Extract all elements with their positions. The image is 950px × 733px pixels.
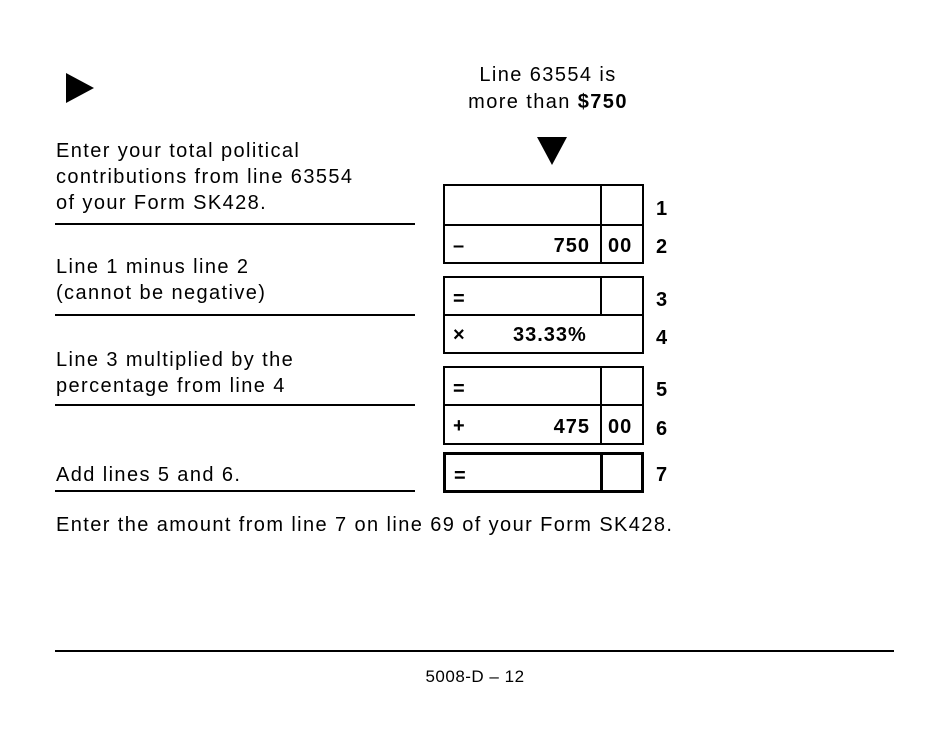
line-6-amount-field — [443, 404, 644, 445]
line-number-5: 5 — [656, 379, 668, 401]
line-5-amount-field[interactable] — [443, 366, 644, 406]
instruction-text: Enter the amount from line 7 on line 69 of your Form SK428. — [56, 514, 674, 536]
line-number-4: 4 — [656, 327, 668, 349]
cents-divider — [600, 278, 602, 314]
line-number-7: 7 — [656, 464, 668, 486]
cents-divider — [600, 186, 602, 224]
cents-divider — [600, 455, 603, 490]
row-divider — [55, 404, 415, 406]
row-divider — [55, 314, 415, 316]
header-prefix: more than — [468, 91, 578, 113]
line-number-3: 3 — [656, 289, 668, 311]
line-number-2: 2 — [656, 236, 668, 258]
description-line-7: Add lines 5 and 6. — [56, 464, 242, 486]
description-line-3: Line 1 minus line 2 (cannot be negative) — [56, 256, 267, 304]
equals-operator: = — [453, 288, 465, 310]
header-line-2 — [445, 89, 651, 116]
cents-divider — [600, 226, 602, 262]
row-divider — [55, 490, 415, 492]
down-triangle-arrow-icon — [537, 137, 567, 165]
cents-divider — [600, 406, 602, 443]
equals-operator: = — [454, 465, 466, 487]
line-1-amount-field[interactable] — [443, 184, 644, 226]
equals-operator: = — [453, 378, 465, 400]
line-6-dollars: 475 — [553, 416, 590, 438]
line-4-percentage: 33.33% — [513, 324, 587, 346]
line-2-cents: 00 — [608, 235, 633, 257]
multiply-operator: × — [453, 324, 465, 346]
line-3-amount-field[interactable] — [443, 276, 644, 316]
line-6-cents: 00 — [608, 416, 633, 438]
line-number-1: 1 — [656, 198, 668, 220]
minus-operator: – — [453, 235, 465, 257]
line-2-amount-field — [443, 224, 644, 264]
description-line-5: Line 3 multiplied by the percentage from line 4 — [56, 349, 295, 397]
line-number-6: 6 — [656, 418, 668, 440]
page-number: 5008-D – 12 — [425, 667, 525, 686]
right-triangle-arrow-icon — [66, 73, 94, 103]
column-header — [445, 62, 651, 116]
footer-rule — [55, 650, 894, 652]
line-2-dollars: 750 — [553, 235, 590, 257]
description-line-1: Enter your total political contributions from line 63554 of your Form SK428. — [56, 140, 354, 214]
header-amount: $750 — [577, 91, 628, 113]
row-divider — [55, 223, 415, 225]
cents-divider — [600, 368, 602, 404]
line-7-amount-field[interactable] — [443, 452, 644, 493]
line-4-percentage-field — [443, 314, 644, 354]
header-line-1: Line 63554 is — [479, 64, 617, 86]
plus-operator: + — [453, 415, 465, 437]
